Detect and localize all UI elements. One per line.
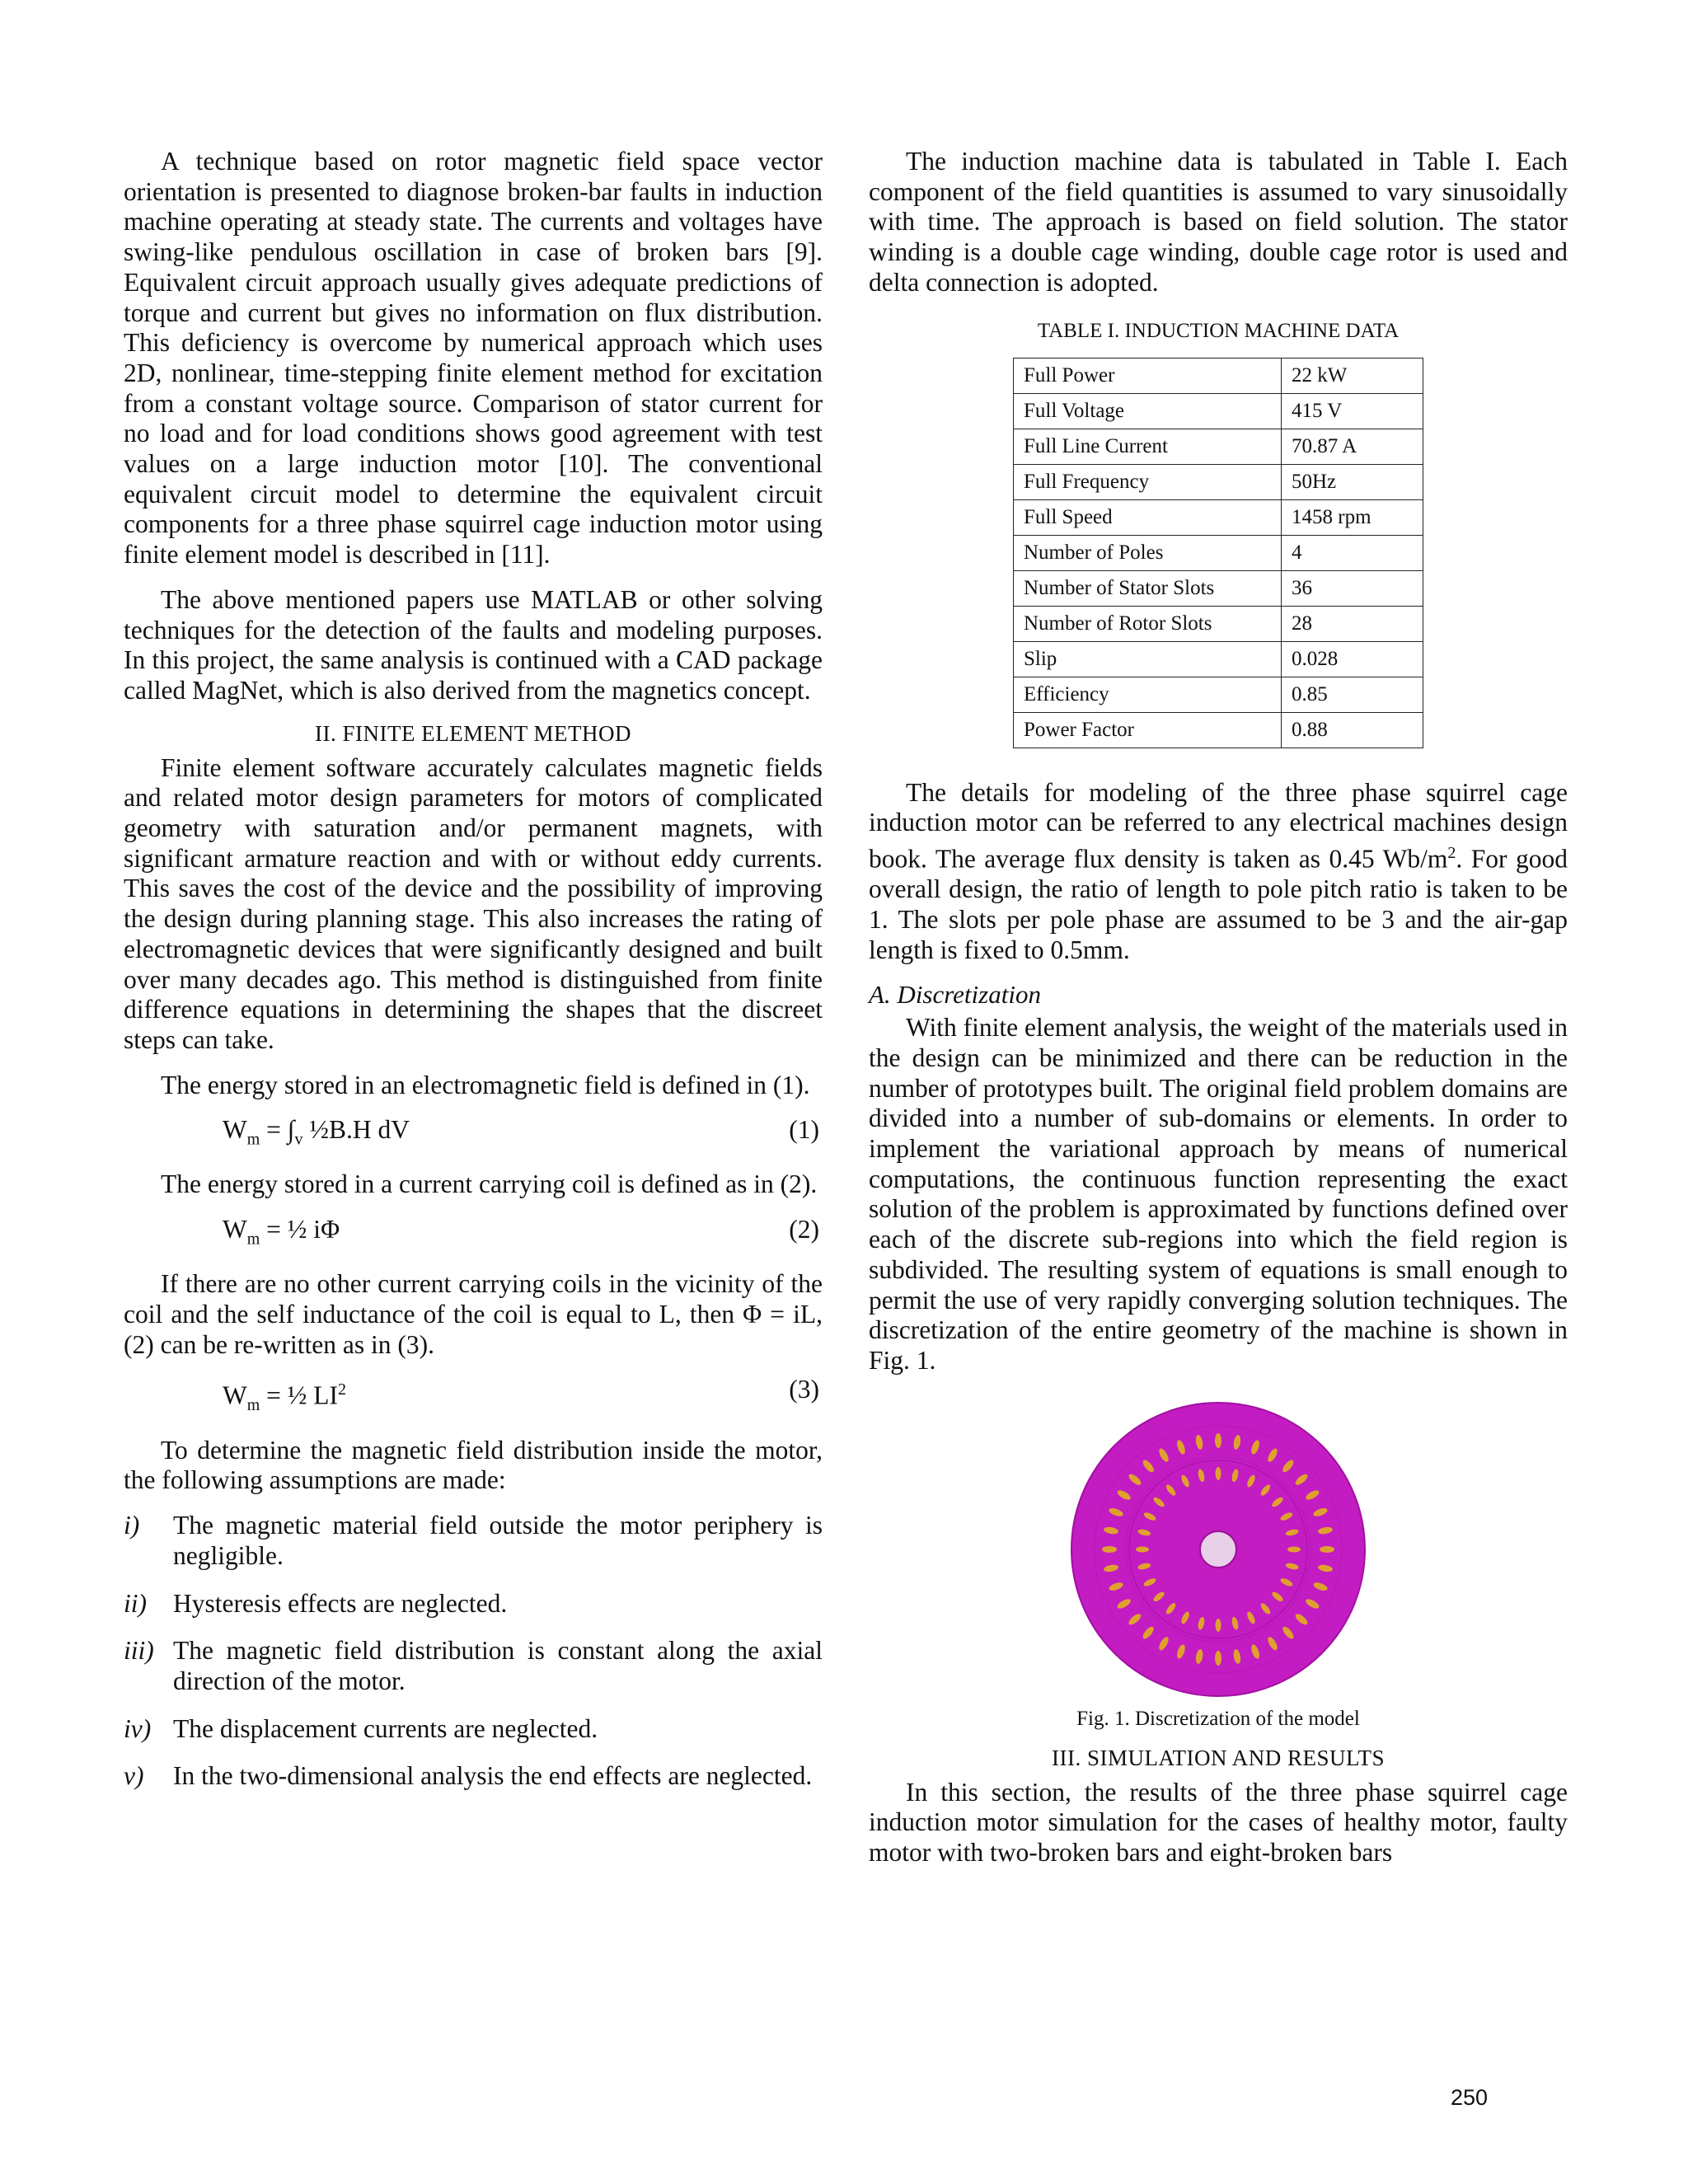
table-row (1014, 358, 1423, 393)
table-row (1014, 606, 1423, 641)
list-item: i) The magnetic material field outside the motor periphery is negligible. (124, 1511, 823, 1570)
table-cell-parameter: Number of Stator Slots (1014, 570, 1282, 606)
equation-number: (1) (789, 1115, 819, 1145)
section-heading-finite-element-method: II. FINITE ELEMENT METHOD (315, 720, 631, 746)
table-row (1014, 429, 1423, 464)
table-row (1014, 677, 1423, 712)
paragraph: With finite element analysis, the weight of the materials used in the design can be minimized and there can be reduction in the number of prototypes built. The original field problem domains are divided into a number of sub-domains or elements. In order to implement the variational approach by means of numerical computations, the continuous function representing the exact solution of the problem is approximated by functions defined over each of the discrete sub-regions into which the field region is subdivided. The resulting system of equations is small enough to permit the use of very rapidly converging solution techniques. The discretization of the entire geometry of the machine is shown in Fig. 1. (869, 1013, 1568, 1375)
paragraph: To determine the magnetic field distribution inside the motor, the following assumptions are made: (124, 1435, 823, 1495)
table-row (1014, 712, 1423, 748)
paragraph: The induction machine data is tabulated in Table I. Each component of the field quantities is assumed to vary sinusoidally with time. The approach is based on field solution. The stator winding is a double cage winding, double cage rotor is used and delta connection is adopted. (869, 147, 1568, 297)
table-cell-value: 415 V (1282, 393, 1423, 429)
equation-number: (2) (789, 1215, 819, 1244)
table-cell-value: 0.88 (1282, 712, 1423, 748)
table-cell-parameter: Slip (1014, 641, 1282, 677)
paragraph: The above mentioned papers use MATLAB or other solving techniques for the detection of the faults and modeling purposes. In this project, the same analysis is continued with a CAD package called MagNet, which is also derived from the magnetics concept. (124, 584, 823, 705)
table-row (1014, 499, 1423, 535)
table-cell-value: 4 (1282, 535, 1423, 570)
table-cell-parameter: Full Speed (1014, 499, 1282, 535)
equation-number: (3) (789, 1375, 819, 1404)
list-item: v) In the two-dimensional analysis the end effects are neglected. (124, 1761, 813, 1791)
table-row (1014, 464, 1423, 499)
table-cell-value: 36 (1282, 570, 1423, 606)
equation-3: $W_m$ = ½ $LI^2$ (3) (124, 1375, 823, 1421)
paragraph: In this section, the results of the three phase squirrel cage induction motor simulation for the cases of healthy motor, faulty motor with two-broken bars and eight-broken bars (869, 1777, 1568, 1868)
equation-1: $W_m = \int_v$ ½B.H dV (1) (124, 1115, 823, 1155)
table-cell-value: 50Hz (1282, 464, 1423, 499)
assumptions-list (124, 1511, 823, 1792)
table-cell-parameter: Efficiency (1014, 677, 1282, 712)
table-cell-parameter: Number of Rotor Slots (1014, 606, 1282, 641)
paragraph: The details for modeling of the three phase squirrel cage induction motor can be referred to any electrical machines design book. The average flux density is taken as 0.45 $Wb/m^2$. For good overall design, the ratio of length to pole pitch ratio is taken to be 1. The slots per pole phase are assumed to be 3 and the air-gap length is fixed to 0.5mm. (869, 777, 1568, 964)
paragraph: The energy stored in a current carrying coil is defined as in (2). (161, 1169, 818, 1199)
table-cell-parameter: Power Factor (1014, 712, 1282, 748)
table-row (1014, 570, 1423, 606)
table-cell-parameter: Number of Poles (1014, 535, 1282, 570)
left-column (124, 147, 823, 1809)
paragraph: Finite element software accurately calculates magnetic fields and related motor design parameters for motors of complicated geometry with saturation and/or permanent magnets, with significant armature reaction and with or without eddy currents. This saves the cost of the device and the possibility of improving the design during planning stage. This also increases the rating of electromagnetic devices that were significantly designed and built over many decades ago. This method is distinguished from finite difference equations in determining the shapes that the discreet steps can take. (124, 752, 823, 1054)
table-cell-value: 0.028 (1282, 641, 1423, 677)
table-cell-parameter: Full Power (1014, 358, 1282, 393)
table-cell-value: 22 kW (1282, 358, 1423, 393)
figure-discretization (869, 1401, 1568, 1698)
page-number: 250 (1451, 2085, 1489, 2110)
list-item: iii) The magnetic field distribution is constant along the axial direction of the motor. (124, 1636, 823, 1695)
paragraph: A technique based on rotor magnetic field space vector orientation is presented to diagnose broken-bar faults in induction machine operating at steady state. The currents and voltages have swing-like pendulous oscillation in case of broken bars [9]. Equivalent circuit approach usually gives adequate predictions of torque and current but gives no information on flux distribution. This deficiency is overcome by numerical approach which uses 2D, nonlinear, time-stepping finite element method for excitation from a constant voltage source. Comparison of stator current for no load and for load conditions shows good agreement with test values on a large induction motor [10]. The conventional equivalent circuit model to determine the equivalent circuit components for a three phase squirrel cage induction motor using finite element model is described in [11]. (124, 147, 823, 569)
paragraph: The energy stored in an electromagnetic field is defined in (1). (161, 1070, 810, 1099)
table-cell-value: 0.85 (1282, 677, 1423, 712)
mesh-image (1070, 1401, 1367, 1698)
table-cell-parameter: Full Frequency (1014, 464, 1282, 499)
table-row (1014, 535, 1423, 570)
right-column (869, 147, 1568, 1883)
table-cell-value: 1458 rpm (1282, 499, 1423, 535)
section-heading-simulation-results: III. SIMULATION AND RESULTS (1051, 1745, 1385, 1770)
table-cell-parameter: Full Voltage (1014, 393, 1282, 429)
table-cell-value: 28 (1282, 606, 1423, 641)
subsection-heading-discretization: A. Discretization (869, 980, 1041, 1010)
figure-caption: Fig. 1. Discretization of the model (1076, 1707, 1360, 1730)
machine-data-table (1013, 358, 1423, 748)
table-row (1014, 393, 1423, 429)
paragraph: If there are no other current carrying coils in the vicinity of the coil and the self inductance of the coil is equal to L, then Φ = iL, (2) can be re-written as in (3). (124, 1269, 823, 1359)
table-row (1014, 641, 1423, 677)
table-cell-parameter: Full Line Current (1014, 429, 1282, 464)
table-caption: TABLE I. INDUCTION MACHINE DATA (1037, 319, 1400, 342)
equation-2: $W_m$ = ½ iΦ (2) (124, 1215, 823, 1254)
table-cell-value: 70.87 A (1282, 429, 1423, 464)
list-item: ii) Hysteresis effects are neglected. (124, 1588, 508, 1618)
list-item: iv) The displacement currents are neglected. (124, 1713, 598, 1743)
